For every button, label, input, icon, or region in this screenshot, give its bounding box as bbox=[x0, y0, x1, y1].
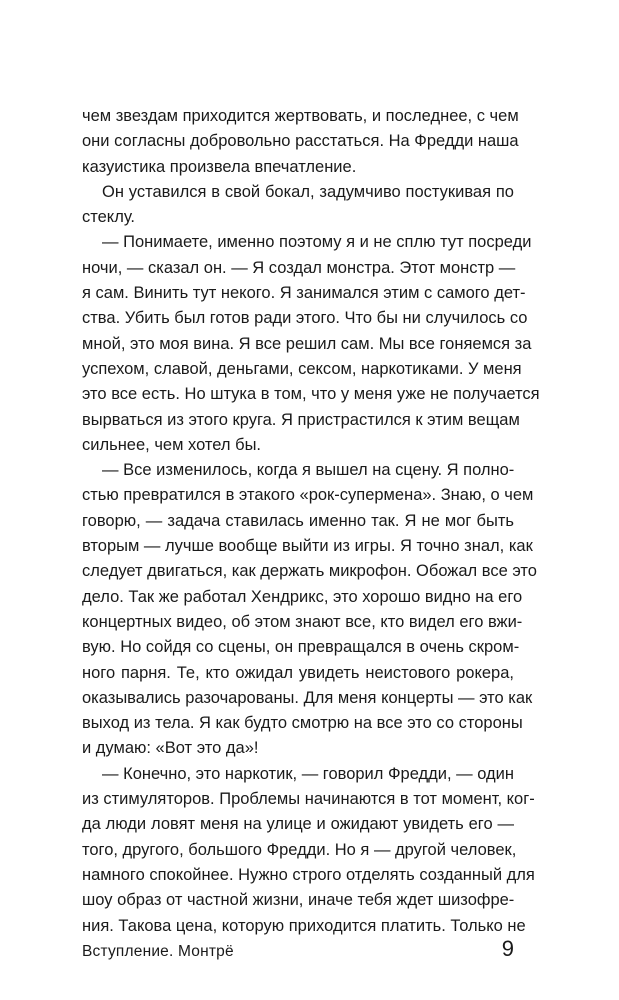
text-line: это все есть. Но штука в том, что у меня уже не получается bbox=[82, 385, 540, 404]
text-line: вырваться из этого круга. Я пристрастился к этим вещам bbox=[82, 410, 520, 429]
text-line: следует двигаться, как держать микрофон. Обожал все это bbox=[82, 562, 537, 581]
running-title: Вступление. Монтрё bbox=[82, 943, 234, 960]
text-line: шоу образ от частной жизни, иначе тебя ждет шизофре- bbox=[82, 891, 515, 910]
text-line: мной, это моя вина. Я все решил сам. Мы все гоняемся за bbox=[82, 334, 532, 353]
text-line: оказывались разочарованы. Для меня концерты — это как bbox=[82, 688, 533, 707]
text-line: из стимуляторов. Проблемы начинаются в тот момент, ког- bbox=[82, 790, 535, 809]
text-line: — Понимаете, именно поэтому я и не сплю тут посреди bbox=[102, 233, 532, 252]
text-line: того, другого, большого Фредди. Но я — другой человек, bbox=[82, 840, 517, 859]
text-line: да люди ловят меня на улице и ожидают увидеть его — bbox=[82, 815, 514, 834]
text-line: Он уставился в свой бокал, задумчиво постукивая по bbox=[102, 182, 514, 201]
text-line: успехом, славой, деньгами, сексом, наркотиками. У меня bbox=[82, 359, 522, 378]
text-line: вую. Но сойдя со сцены, он превращался в очень скром- bbox=[82, 638, 520, 657]
text-line: я сам. Винить тут некого. Я занимался этим с самого дет- bbox=[82, 284, 526, 303]
page-number: 9 bbox=[501, 936, 514, 961]
text-line: стеклу. bbox=[82, 208, 136, 227]
text-line: казуистика произвела впечатление. bbox=[82, 157, 357, 176]
text-line: концертных видео, об этом знают все, кто видел его вжи- bbox=[82, 612, 523, 631]
text-line: ния. Такова цена, которую приходится платить. Только не bbox=[82, 916, 526, 935]
text-line: они согласны добровольно расстаться. На Фредди наша bbox=[82, 132, 519, 151]
text-line: — Все изменилось, когда я вышел на сцену. Я полно- bbox=[102, 461, 515, 480]
text-line: сильнее, чем хотел бы. bbox=[82, 435, 262, 454]
text-line: и думаю: «Вот это да»! bbox=[82, 739, 259, 758]
text-line: дело. Так же работал Хендрикс, это хорошо видно на его bbox=[82, 587, 523, 606]
text-line: ства. Убить был готов ради этого. Что бы ни случилось со bbox=[82, 309, 528, 328]
text-line: выход из тела. Я как будто смотрю на все это со стороны bbox=[82, 714, 523, 733]
text-line: — Конечно, это наркотик, — говорил Фредди, — один bbox=[102, 764, 515, 783]
text-line: намного спокойнее. Нужно строго отделять созданный для bbox=[82, 865, 535, 884]
body-text bbox=[82, 104, 540, 939]
text-line: ного парня. Те, кто ожидал увидеть неистового рокера, bbox=[82, 663, 514, 682]
text-line: стью превратился в этакого «рок-супермена». Знаю, о чем bbox=[82, 486, 534, 505]
text-line: вторым — лучше вообще выйти из игры. Я точно знал, как bbox=[82, 537, 533, 556]
text-line: говорю, — задача ставилась именно так. Я не мог быть bbox=[82, 511, 514, 530]
text-line: ночи, — сказал он. — Я создал монстра. Этот монстр — bbox=[82, 258, 516, 277]
text-line: чем звездам приходится жертвовать, и последнее, с чем bbox=[82, 107, 519, 125]
